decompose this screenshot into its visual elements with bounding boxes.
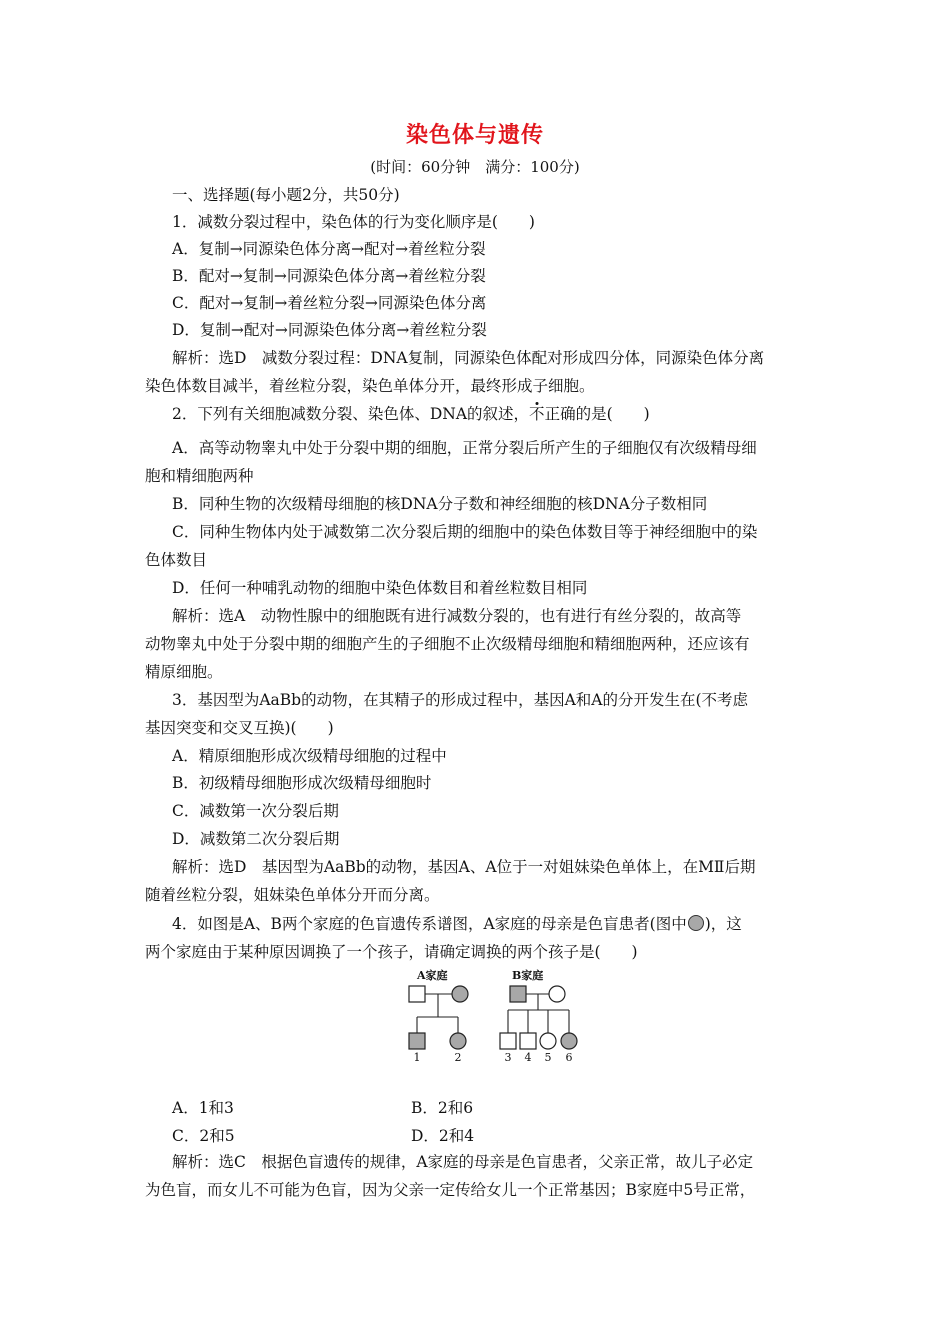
label-1: 1 xyxy=(413,1051,421,1063)
family-a-label: A家庭 xyxy=(417,969,448,982)
child-5-circle xyxy=(540,1033,556,1049)
q3-stem-line1: 3．基因型为AaBb的动物，在其精子的形成过程中，基因A和A的分开发生在(不考虑 xyxy=(172,691,749,709)
q2-option-a-line2: 胞和精细胞两种 xyxy=(145,467,254,485)
page-title: 染色体与遗传 xyxy=(405,123,544,148)
q4-stem-pre: 4．如图是A、B两个家庭的色盲遗传系谱图，A家庭的母亲是色盲患者(图中 xyxy=(172,915,687,933)
label-3: 3 xyxy=(504,1051,512,1063)
a-father-square xyxy=(409,986,425,1002)
q2-option-c-line1: C．同种生物体内处于减数第二次分裂后期的细胞中的染色体数目等于神经细胞中的染 xyxy=(172,523,758,541)
q4-stem-post: )，这 xyxy=(704,915,742,933)
q4-stem-line1 xyxy=(172,914,742,934)
filled-circle-icon xyxy=(688,915,704,931)
family-b-label: B家庭 xyxy=(512,969,544,982)
q4-explanation-line1: 解析：选C 根据色盲遗传的规律，A家庭的母亲是色盲患者，父亲正常，故儿子必定 xyxy=(172,1153,754,1171)
child-6-circle xyxy=(561,1033,577,1049)
child-1-square xyxy=(409,1033,425,1049)
q2-option-a-line1: A．高等动物睾丸中处于分裂中期的细胞，正常分裂后所产生的子细胞仅有次级精母细 xyxy=(172,439,757,457)
q3-option-d: D．减数第二次分裂后期 xyxy=(172,830,340,848)
q1-option-d: D．复制→配对→同源染色体分离→着丝粒分裂 xyxy=(172,321,487,339)
q3-option-b: B．初级精母细胞形成次级精母细胞时 xyxy=(172,774,432,792)
child-3-square xyxy=(500,1033,516,1049)
q2-explanation-line3: 精原细胞。 xyxy=(145,663,223,681)
q2-option-d: D．任何一种哺乳动物的细胞中染色体数目和着丝粒数目相同 xyxy=(172,579,588,597)
q4-option-d: D．2和4 xyxy=(411,1127,475,1145)
q2-stem-emphasis: 不 xyxy=(529,405,545,423)
q1-explanation-line1: 解析：选D 减数分裂过程：DNA复制，同源染色体配对形成四分体，同源染色体分离 xyxy=(172,349,765,367)
label-4: 4 xyxy=(524,1051,532,1063)
q2-explanation-line2: 动物睾丸中处于分裂中期的细胞产生的子细胞不止次级精母细胞和精细胞两种，还应该有 xyxy=(145,635,750,653)
q2-option-b: B．同种生物的次级精母细胞的核DNA分子数和神经细胞的核DNA分子数相同 xyxy=(172,495,708,513)
q4-stem-line2: 两个家庭由于某种原因调换了一个孩子，请确定调换的两个孩子是( ) xyxy=(145,943,638,961)
pedigree-figure xyxy=(390,963,590,1063)
label-5: 5 xyxy=(544,1051,552,1063)
label-2: 2 xyxy=(454,1051,462,1063)
q4-explanation-line2: 为色盲，而女儿不可能为色盲，因为父亲一定传给女儿一个正常基因；B家庭中5号正常， xyxy=(145,1181,756,1199)
q3-explanation-line2: 随着丝粒分裂，姐妹染色单体分开而分离。 xyxy=(145,886,440,904)
a-mother-circle xyxy=(452,986,468,1002)
q1-option-c: C．配对→复制→着丝粒分裂→同源染色体分离 xyxy=(172,294,487,312)
label-6: 6 xyxy=(565,1051,573,1063)
q3-stem-line2: 基因突变和交叉互换)( ) xyxy=(145,719,334,737)
child-2-circle xyxy=(450,1033,466,1049)
q3-explanation-line1: 解析：选D 基因型为AaBb的动物，基因A、A位于一对姐妹染色单体上，在MⅡ后期 xyxy=(172,858,756,876)
q4-option-a: A．1和3 xyxy=(172,1099,234,1117)
page-subtitle: (时间：60分钟 满分：100分) xyxy=(370,158,580,176)
q2-stem-post: 正确的是( ) xyxy=(544,405,650,423)
b-father-square xyxy=(510,986,526,1002)
q4-option-b: B．2和6 xyxy=(411,1099,474,1117)
q3-option-a: A．精原细胞形成次级精母细胞的过程中 xyxy=(172,747,447,765)
child-4-square xyxy=(520,1033,536,1049)
q1-option-a: A．复制→同源染色体分离→配对→着丝粒分裂 xyxy=(172,240,486,258)
q3-option-c: C．减数第一次分裂后期 xyxy=(172,802,339,820)
q1-option-b: B．配对→复制→同源染色体分离→着丝粒分裂 xyxy=(172,267,486,285)
section-heading: 一、选择题(每小题2分，共50分) xyxy=(172,186,400,204)
q4-option-c: C．2和5 xyxy=(172,1127,235,1145)
q1-explanation-line2: 染色体数目减半，着丝粒分裂，染色单体分开，最终形成子细胞。 xyxy=(145,377,595,395)
q2-explanation-line1: 解析：选A 动物性腺中的细胞既有进行减数分裂的，也有进行有丝分裂的，故高等 xyxy=(172,607,742,625)
q2-stem-pre: 2．下列有关细胞减数分裂、染色体、DNA的叙述， xyxy=(172,405,530,423)
q1-stem: 1．减数分裂过程中，染色体的行为变化顺序是( ) xyxy=(172,213,535,231)
q2-stem xyxy=(172,404,650,424)
b-mother-circle xyxy=(549,986,565,1002)
q2-option-c-line2: 色体数目 xyxy=(145,551,208,569)
